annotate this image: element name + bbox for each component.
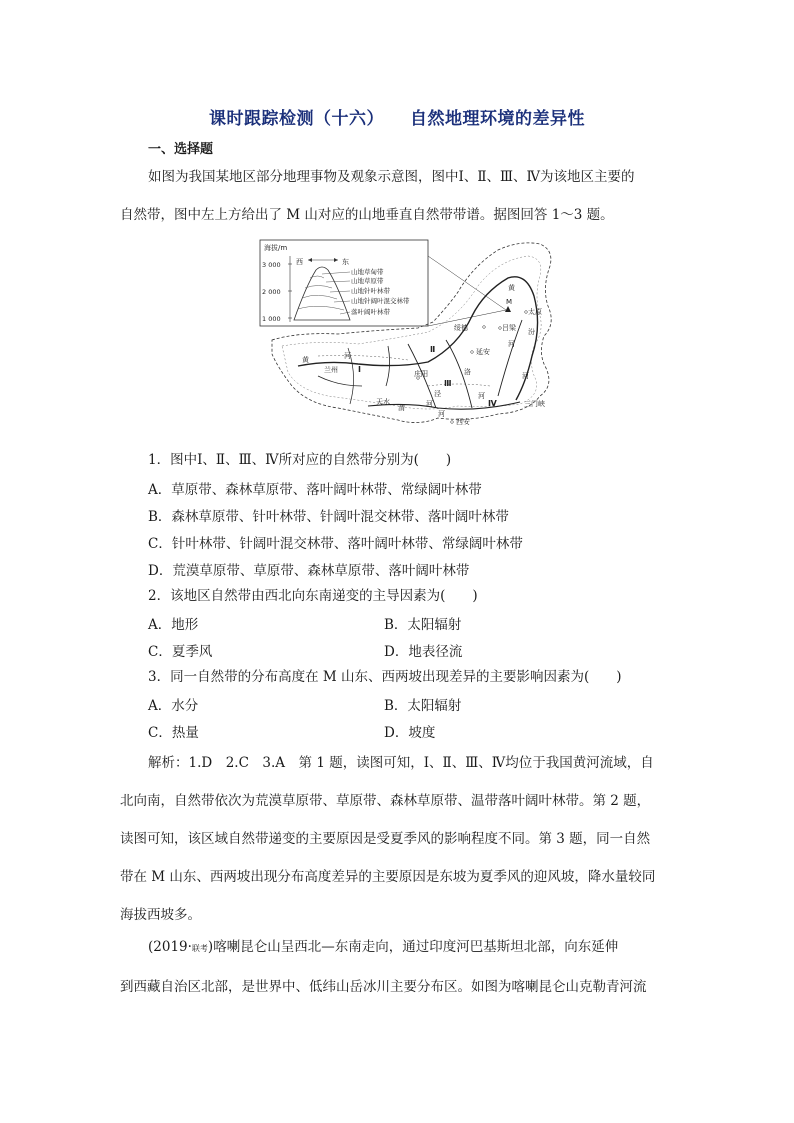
q3-option-d: D．坡度: [384, 725, 436, 741]
zone-label: 山地针叶林带: [351, 287, 390, 295]
svg-text:兰州: 兰州: [324, 366, 338, 374]
svg-text:3 000: 3 000: [262, 261, 281, 269]
svg-text:三门峡: 三门峡: [524, 400, 545, 408]
analysis-line-5: 海拔西坡多。: [120, 907, 201, 923]
analysis-line-1: 解析：1.D 2.C 3.A 第 1 题，读图可知，Ⅰ、Ⅱ、Ⅲ、Ⅳ均位于我国黄河流域，自: [148, 755, 654, 771]
intro-paragraph: [120, 158, 676, 234]
svg-text:绥德: 绥德: [454, 324, 468, 332]
inset-axis-label: 海拔/m: [264, 244, 288, 252]
svg-text:M: M: [506, 298, 513, 306]
svg-text:河: 河: [522, 372, 529, 380]
q2-option-d: D．地表径流: [384, 644, 463, 660]
analysis-line-2: 北向南，自然带依次为荒漠草原带、草原带、森林草原带、温带落叶阔叶林带。第 2 题，: [120, 793, 651, 809]
svg-text:河: 河: [344, 352, 351, 360]
analysis-line-4: 带在 M 山东、西两坡出现分布高度差异的主要原因是东坡为夏季风的迎风坡，降水量较同: [120, 869, 656, 885]
region-label: Ⅰ: [358, 365, 361, 374]
map-figure: [258, 236, 558, 436]
q1-option-c: C．针叶林带、针阔叶混交林带、落叶阔叶林带、常绿阔叶林带: [148, 536, 523, 552]
q1-option-d: D．荒漠草原带、草原带、森林草原带、落叶阔叶林带: [148, 563, 470, 579]
zone-label: 落叶阔叶林带: [351, 308, 390, 316]
svg-text:西: 西: [296, 258, 303, 266]
q1-option-b: B．森林草原带、针叶林带、针阔叶混交林带、落叶阔叶林带: [148, 509, 509, 525]
svg-text:吕梁: 吕梁: [502, 324, 516, 332]
q3-option-c: C．热量: [148, 725, 199, 741]
q3-option-a: A．水分: [148, 698, 199, 714]
svg-text:河: 河: [508, 340, 515, 348]
svg-text:渭: 渭: [398, 404, 405, 412]
svg-text:延安: 延安: [476, 348, 490, 356]
q2-option-a: A．地形: [148, 617, 199, 633]
svg-text:东: 东: [342, 258, 349, 266]
svg-text:洛: 洛: [464, 368, 471, 376]
region-label: Ⅲ: [444, 379, 452, 388]
question-3: 3．同一自然带的分布高度在 M 山东、西两坡出现差异的主要影响因素为( ): [148, 669, 622, 685]
question-1: 1．图中Ⅰ、Ⅱ、Ⅲ、Ⅳ所对应的自然带分别为( ): [148, 452, 452, 468]
svg-text:泾: 泾: [434, 390, 441, 398]
title-left: 课时跟踪检测（十六）: [209, 109, 384, 129]
svg-text:河: 河: [478, 392, 485, 400]
next-line-2: 到西藏自治区北部，是世界中、低纬山岳冰川主要分布区。如图为喀喇昆仑山克勒青河流: [120, 979, 647, 995]
svg-text:汾: 汾: [528, 328, 535, 336]
q3-option-b: B．太阳辐射: [384, 698, 462, 714]
zone-label: 山地针阔叶混交林带: [351, 297, 410, 305]
analysis-paragraph: [120, 744, 676, 934]
analysis-line-3: 读图可知，该区域自然带递变的主要原因是受夏季风的影响程度不同。第 3 题，同一自然: [120, 831, 651, 847]
svg-text:河: 河: [438, 410, 445, 418]
page-title: [0, 104, 794, 129]
svg-text:天水: 天水: [376, 398, 390, 406]
next-line-1: )喀喇昆仑山呈西北—东南走向，通过印度河巴基斯坦北部，向东延伸: [207, 939, 619, 955]
next-source: 联考: [191, 944, 208, 953]
region-label: Ⅱ: [430, 345, 436, 354]
q2-option-c: C．夏季风: [148, 644, 213, 660]
intro-line-2: 自然带，图中左上方给出了 M 山对应的山地垂直自然带带谱。据图回答 1～3 题。: [120, 207, 614, 223]
q1-option-a: A．草原带、森林草原带、落叶阔叶林带、常绿阔叶林带: [148, 482, 482, 498]
zone-label: 山地草甸带: [351, 268, 384, 276]
svg-text:2 000: 2 000: [262, 288, 281, 296]
svg-text:河: 河: [426, 400, 433, 408]
svg-text:黄: 黄: [302, 356, 309, 364]
next-paragraph: [120, 928, 676, 1006]
svg-text:黄: 黄: [508, 284, 515, 292]
title-right: 自然地理环境的差异性: [410, 109, 585, 129]
q2-option-b: B．太阳辐射: [384, 617, 462, 633]
region-label: Ⅳ: [488, 399, 497, 408]
svg-text:太原: 太原: [528, 308, 542, 316]
question-2: 2．该地区自然带由西北向东南递变的主导因素为( ): [148, 588, 478, 604]
svg-text:1 000: 1 000: [262, 315, 281, 323]
zone-label: 山地草原带: [351, 277, 384, 285]
svg-text:西安: 西安: [456, 418, 470, 426]
svg-text:庆阳: 庆阳: [414, 370, 428, 378]
intro-line-1: 如图为我国某地区部分地理事物及观象示意图，图中Ⅰ、Ⅱ、Ⅲ、Ⅳ为该地区主要的: [148, 169, 635, 185]
next-year: (2019·: [148, 939, 192, 955]
section-heading: 一、选择题: [148, 142, 214, 157]
